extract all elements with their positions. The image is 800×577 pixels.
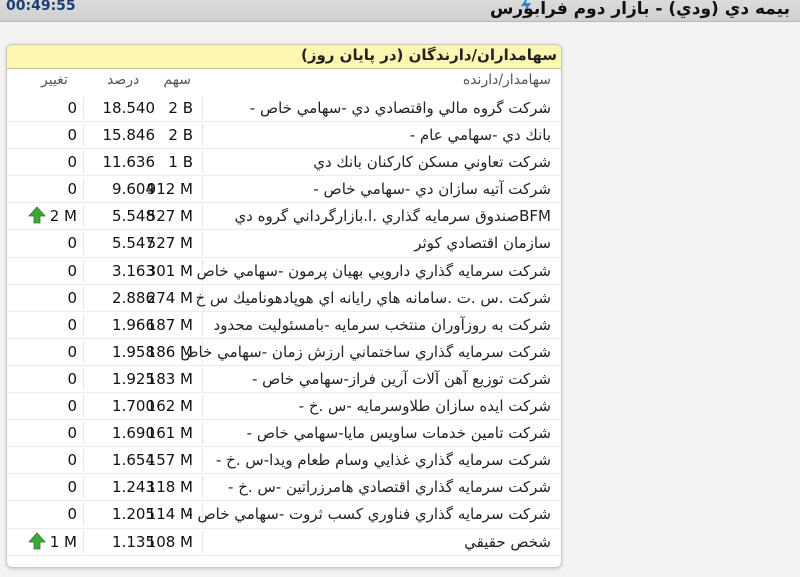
column-divider: [202, 178, 203, 200]
column-divider: [202, 395, 203, 417]
holder-shares: 161 M: [146, 424, 193, 443]
holder-change: [15, 397, 77, 415]
table-row[interactable]: [7, 312, 561, 339]
column-divider: [202, 151, 203, 173]
column-divider: [83, 287, 84, 309]
holder-name: شركت ايده سازان طلاوسرمايه -س .خ -: [298, 397, 551, 416]
column-header-shares: سهم: [163, 72, 191, 88]
column-divider: [83, 97, 84, 119]
column-divider: [202, 449, 203, 471]
holder-shares: 527 M: [146, 234, 193, 253]
holder-percent: 3.163: [112, 261, 155, 280]
column-divider: [83, 151, 84, 173]
table-row[interactable]: [7, 176, 561, 203]
panel-title: سهامداران/دارندگان (در پايان روز): [300, 46, 557, 64]
column-divider: [202, 531, 203, 553]
column-header-change: تغيير: [41, 72, 68, 88]
holder-percent: 1.243: [112, 478, 155, 497]
holder-name: شركت توزيع آهن آلات آرين فراز-سهامي خاص -: [251, 369, 551, 388]
holder-name: شركت سرمايه گذاري دارويي بهيان پرمون -سهامي خاص: [196, 261, 551, 280]
holder-name: شركت آتيه سازان دي -سهامي خاص -: [313, 180, 551, 199]
up-arrow-icon: [28, 206, 46, 224]
column-divider: [83, 531, 84, 553]
table-row[interactable]: [7, 366, 561, 393]
holder-change: [15, 451, 77, 469]
holder-percent: 18.540: [102, 99, 155, 117]
up-arrow-icon: [28, 532, 46, 550]
holder-change-value: 0: [67, 478, 77, 497]
holder-percent: 1.690: [112, 424, 155, 443]
holders-table: [7, 95, 561, 556]
holder-shares: 1 B: [168, 153, 193, 172]
column-divider: [83, 314, 84, 336]
holder-change-value: 0: [67, 451, 77, 470]
holder-change: [15, 478, 77, 496]
holder-change-value: 2 M: [49, 207, 77, 226]
holder-shares: 162 M: [146, 397, 193, 416]
holder-change: [15, 343, 77, 361]
holder-change-value: 0: [67, 342, 77, 361]
holder-percent: 11.636: [102, 153, 155, 172]
table-row[interactable]: [7, 203, 561, 230]
holder-change: [15, 126, 77, 144]
table-row[interactable]: [7, 501, 561, 528]
holder-shares: 108 M: [146, 532, 193, 551]
holder-change-value: 0: [67, 99, 77, 117]
column-header-holder: سهامدار/دارنده: [462, 72, 551, 88]
holder-percent: 5.548: [112, 207, 155, 226]
column-divider: [83, 260, 84, 282]
holder-change-value: 0: [67, 126, 77, 145]
column-divider: [202, 368, 203, 390]
holder-change-value: 0: [67, 397, 77, 416]
holder-shares: 187 M: [146, 315, 193, 334]
holder-percent: 1.205: [112, 505, 155, 524]
table-row[interactable]: [7, 230, 561, 257]
table-row[interactable]: [7, 393, 561, 420]
holder-change: [15, 99, 77, 117]
column-divider: [83, 503, 84, 525]
holder-shares: 157 M: [146, 451, 193, 470]
holder-change-value: 0: [67, 234, 77, 253]
holder-name: شركت .س .ت .سامانه هاي رايانه اي هوپادهوناميك س خ: [195, 288, 551, 307]
column-divider: [83, 205, 84, 227]
table-row[interactable]: [7, 258, 561, 285]
holder-percent: 9.604: [112, 180, 155, 199]
column-divider: [83, 395, 84, 417]
holder-name: شركت سرمايه گذاري غذايي وسام طعام ويدا-س .خ -: [215, 451, 551, 470]
holder-shares: 183 M: [146, 369, 193, 388]
column-divider: [202, 476, 203, 498]
column-divider: [83, 232, 84, 254]
column-divider: [202, 205, 203, 227]
holder-name: شركت سرمايه گذاري ساختماني ارزش زمان -سهامي خاص: [180, 342, 551, 361]
holder-change-value: 1 M: [49, 532, 77, 551]
table-row[interactable]: [7, 529, 561, 556]
table-row[interactable]: [7, 285, 561, 312]
holder-shares: 118 M: [146, 478, 193, 497]
holder-name: شركت به روزآوران منتخب سرمايه -بامسئوليت محدود: [213, 315, 551, 334]
holder-name: شركت سرمايه گذاري اقتصادي هامرزراتين -س .خ -: [228, 478, 551, 497]
holder-change-value: 0: [67, 369, 77, 388]
holder-change: [15, 262, 77, 280]
holder-change-value: 0: [67, 288, 77, 307]
holder-change-value: 0: [67, 153, 77, 172]
holder-percent: 1.966: [112, 315, 155, 334]
column-divider: [83, 476, 84, 498]
holder-shares: 186 M: [146, 342, 193, 361]
column-divider: [83, 422, 84, 444]
holder-name: BFMصندوق سرمايه گذاري .ا.بازارگرداني گروه دي: [234, 207, 551, 226]
table-row[interactable]: [7, 447, 561, 474]
holder-name: شخص حقيقي: [464, 532, 551, 551]
column-divider: [202, 314, 203, 336]
column-divider: [83, 449, 84, 471]
table-row[interactable]: [7, 339, 561, 366]
holder-change: [15, 289, 77, 307]
holder-change: [15, 234, 77, 252]
table-row[interactable]: [7, 474, 561, 501]
holder-name: بانك دي -سهامي عام -: [409, 126, 551, 145]
holder-change-value: 0: [67, 424, 77, 443]
column-divider: [83, 341, 84, 363]
holder-change: [15, 505, 77, 523]
column-divider: [83, 124, 84, 146]
holder-change-value: 0: [67, 505, 77, 524]
holder-name: سازمان اقتصادي كوثر: [414, 234, 551, 253]
column-divider: [202, 97, 203, 119]
holder-shares: 274 M: [146, 288, 193, 307]
table-row[interactable]: [7, 149, 561, 176]
table-row[interactable]: [7, 95, 561, 122]
holder-shares: 301 M: [146, 261, 193, 280]
holder-percent: 1.925: [112, 369, 155, 388]
holder-change: [15, 316, 77, 334]
holder-percent: 15.846: [102, 126, 155, 145]
column-divider: [202, 422, 203, 444]
holder-percent: 1.958: [112, 342, 155, 361]
holder-change-value: 0: [67, 315, 77, 334]
column-divider: [202, 232, 203, 254]
instrument-title: بيمه دي (ودي) - بازار دوم فرابورس: [489, 0, 790, 19]
holder-change: [15, 370, 77, 388]
holder-change: [15, 424, 77, 442]
shareholders-panel: [6, 44, 562, 568]
holder-shares: 2 B: [168, 126, 193, 145]
holder-name: شركت تعاوني مسكن كاركنان بانك دي: [313, 153, 551, 172]
holder-name: شركت گروه مالي واقتصادي دي -سهامي خاص -: [249, 99, 551, 117]
column-header-percent: درصد: [107, 72, 140, 88]
column-divider: [202, 124, 203, 146]
holder-shares: 114 M: [146, 505, 193, 524]
table-row[interactable]: [7, 420, 561, 447]
holder-change-value: 0: [67, 261, 77, 280]
holder-change: [15, 533, 77, 551]
holder-name: شركت تامين خدمات ساويس مايا-سهامي خاص -: [246, 424, 551, 443]
holder-percent: 1.700: [112, 397, 155, 416]
holder-percent: 1.654: [112, 451, 155, 470]
holder-change: [15, 207, 77, 225]
holder-shares: 527 M: [146, 207, 193, 226]
column-divider: [83, 368, 84, 390]
holder-percent: 5.547: [112, 234, 155, 253]
table-row[interactable]: [7, 122, 561, 149]
holder-change: [15, 153, 77, 171]
holder-percent: 2.886: [112, 288, 155, 307]
column-divider: [83, 178, 84, 200]
panel-header: [7, 45, 561, 69]
clock-time: 00:49:55: [6, 0, 76, 14]
holder-change: [15, 180, 77, 198]
top-bar: [0, 0, 800, 22]
holder-percent: 1.135: [112, 532, 155, 551]
holder-shares: 2 B: [168, 99, 193, 117]
holder-shares: 912 M: [146, 180, 193, 199]
holder-name: شركت سرمايه گذاري فناوري كسب ثروت -سهامي خاص -: [187, 505, 551, 524]
holder-change-value: 0: [67, 180, 77, 199]
